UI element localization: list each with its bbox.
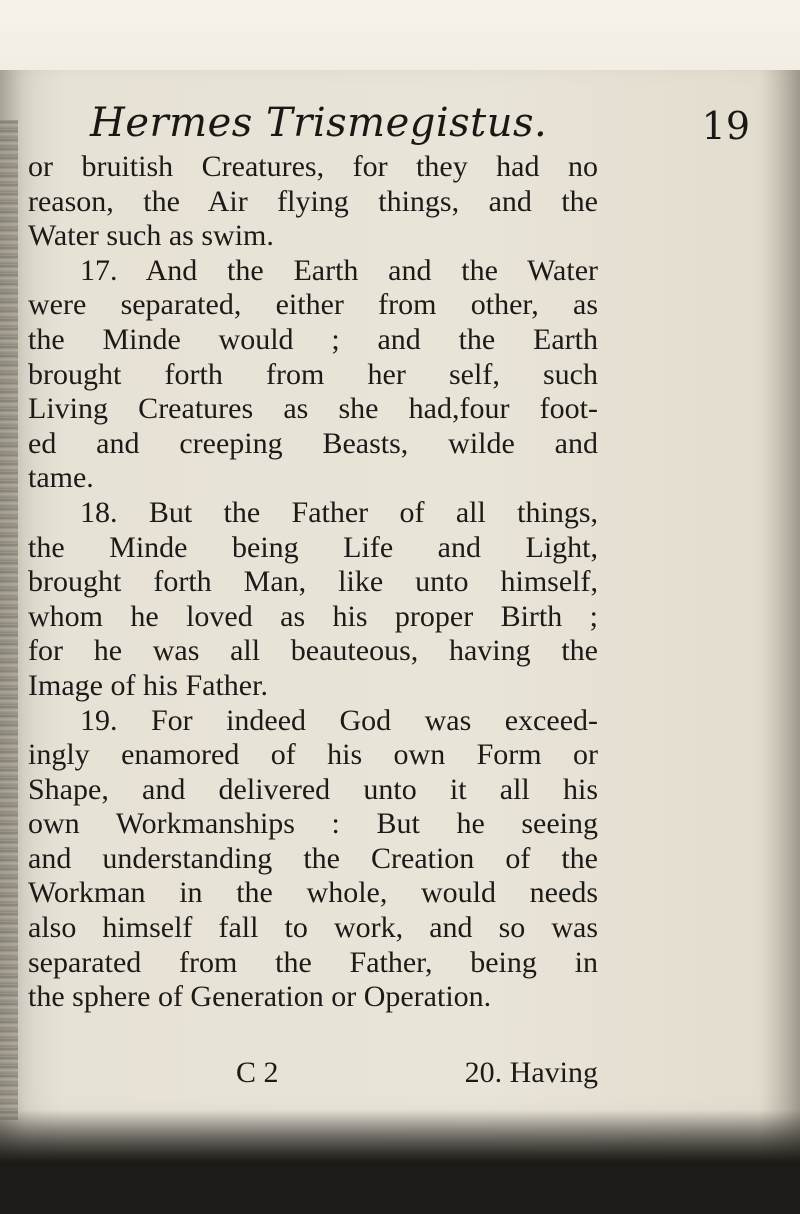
text-line: 18. But the Father of all things, bbox=[80, 495, 598, 529]
catchword: 20. Having bbox=[464, 1056, 598, 1089]
text-line: tame. bbox=[28, 461, 94, 495]
text-line: own Workmanships : But he seeing bbox=[28, 807, 598, 841]
text-line: Shape, and delivered unto it all his bbox=[28, 772, 598, 806]
text-line: Living Creatures as she had,four foot- bbox=[28, 392, 598, 426]
text-line: ed and creeping Beasts, wilde and bbox=[28, 426, 598, 460]
text-line: 17. And the Earth and the Water bbox=[80, 253, 598, 287]
page-footer bbox=[28, 1056, 598, 1092]
text-line: the Minde would ; and the Earth bbox=[28, 322, 598, 356]
text-line: ingly enamored of his own Form or bbox=[28, 738, 598, 772]
text-line: or bruitish Creatures, for they had no bbox=[28, 150, 598, 183]
body-text bbox=[28, 150, 598, 1015]
page-number: 19 bbox=[701, 104, 750, 148]
text-line: 19. For indeed God was exceed- bbox=[80, 703, 598, 737]
text-line: brought forth from her self, such bbox=[28, 357, 598, 391]
text-line: Workman in the whole, would needs bbox=[28, 876, 598, 910]
text-line: separated from the Father, being in bbox=[28, 945, 598, 979]
text-line: for he was all beauteous, having the bbox=[28, 634, 598, 668]
text-line: Water such as swim. bbox=[28, 219, 274, 253]
text-line: the Minde being Life and Light, bbox=[28, 530, 598, 564]
text-line: also himself fall to work, and so was bbox=[28, 911, 598, 945]
signature-mark: C 2 bbox=[236, 1056, 279, 1089]
page-bottom-shadow bbox=[0, 1110, 800, 1214]
text-line: whom he loved as his proper Birth ; bbox=[28, 599, 598, 633]
text-line: and understanding the Creation of the bbox=[28, 841, 598, 875]
text-line: were separated, either from other, as bbox=[28, 288, 598, 322]
text-line: Image of his Father. bbox=[28, 668, 268, 702]
text-line: the sphere of Generation or Operation. bbox=[28, 980, 492, 1014]
page-gutter-edge bbox=[0, 120, 18, 1120]
running-head: Hermes Trismegistus. bbox=[90, 100, 548, 146]
text-line: brought forth Man, like unto himself, bbox=[28, 565, 598, 599]
text-line: reason, the Air flying things, and the bbox=[28, 184, 598, 218]
